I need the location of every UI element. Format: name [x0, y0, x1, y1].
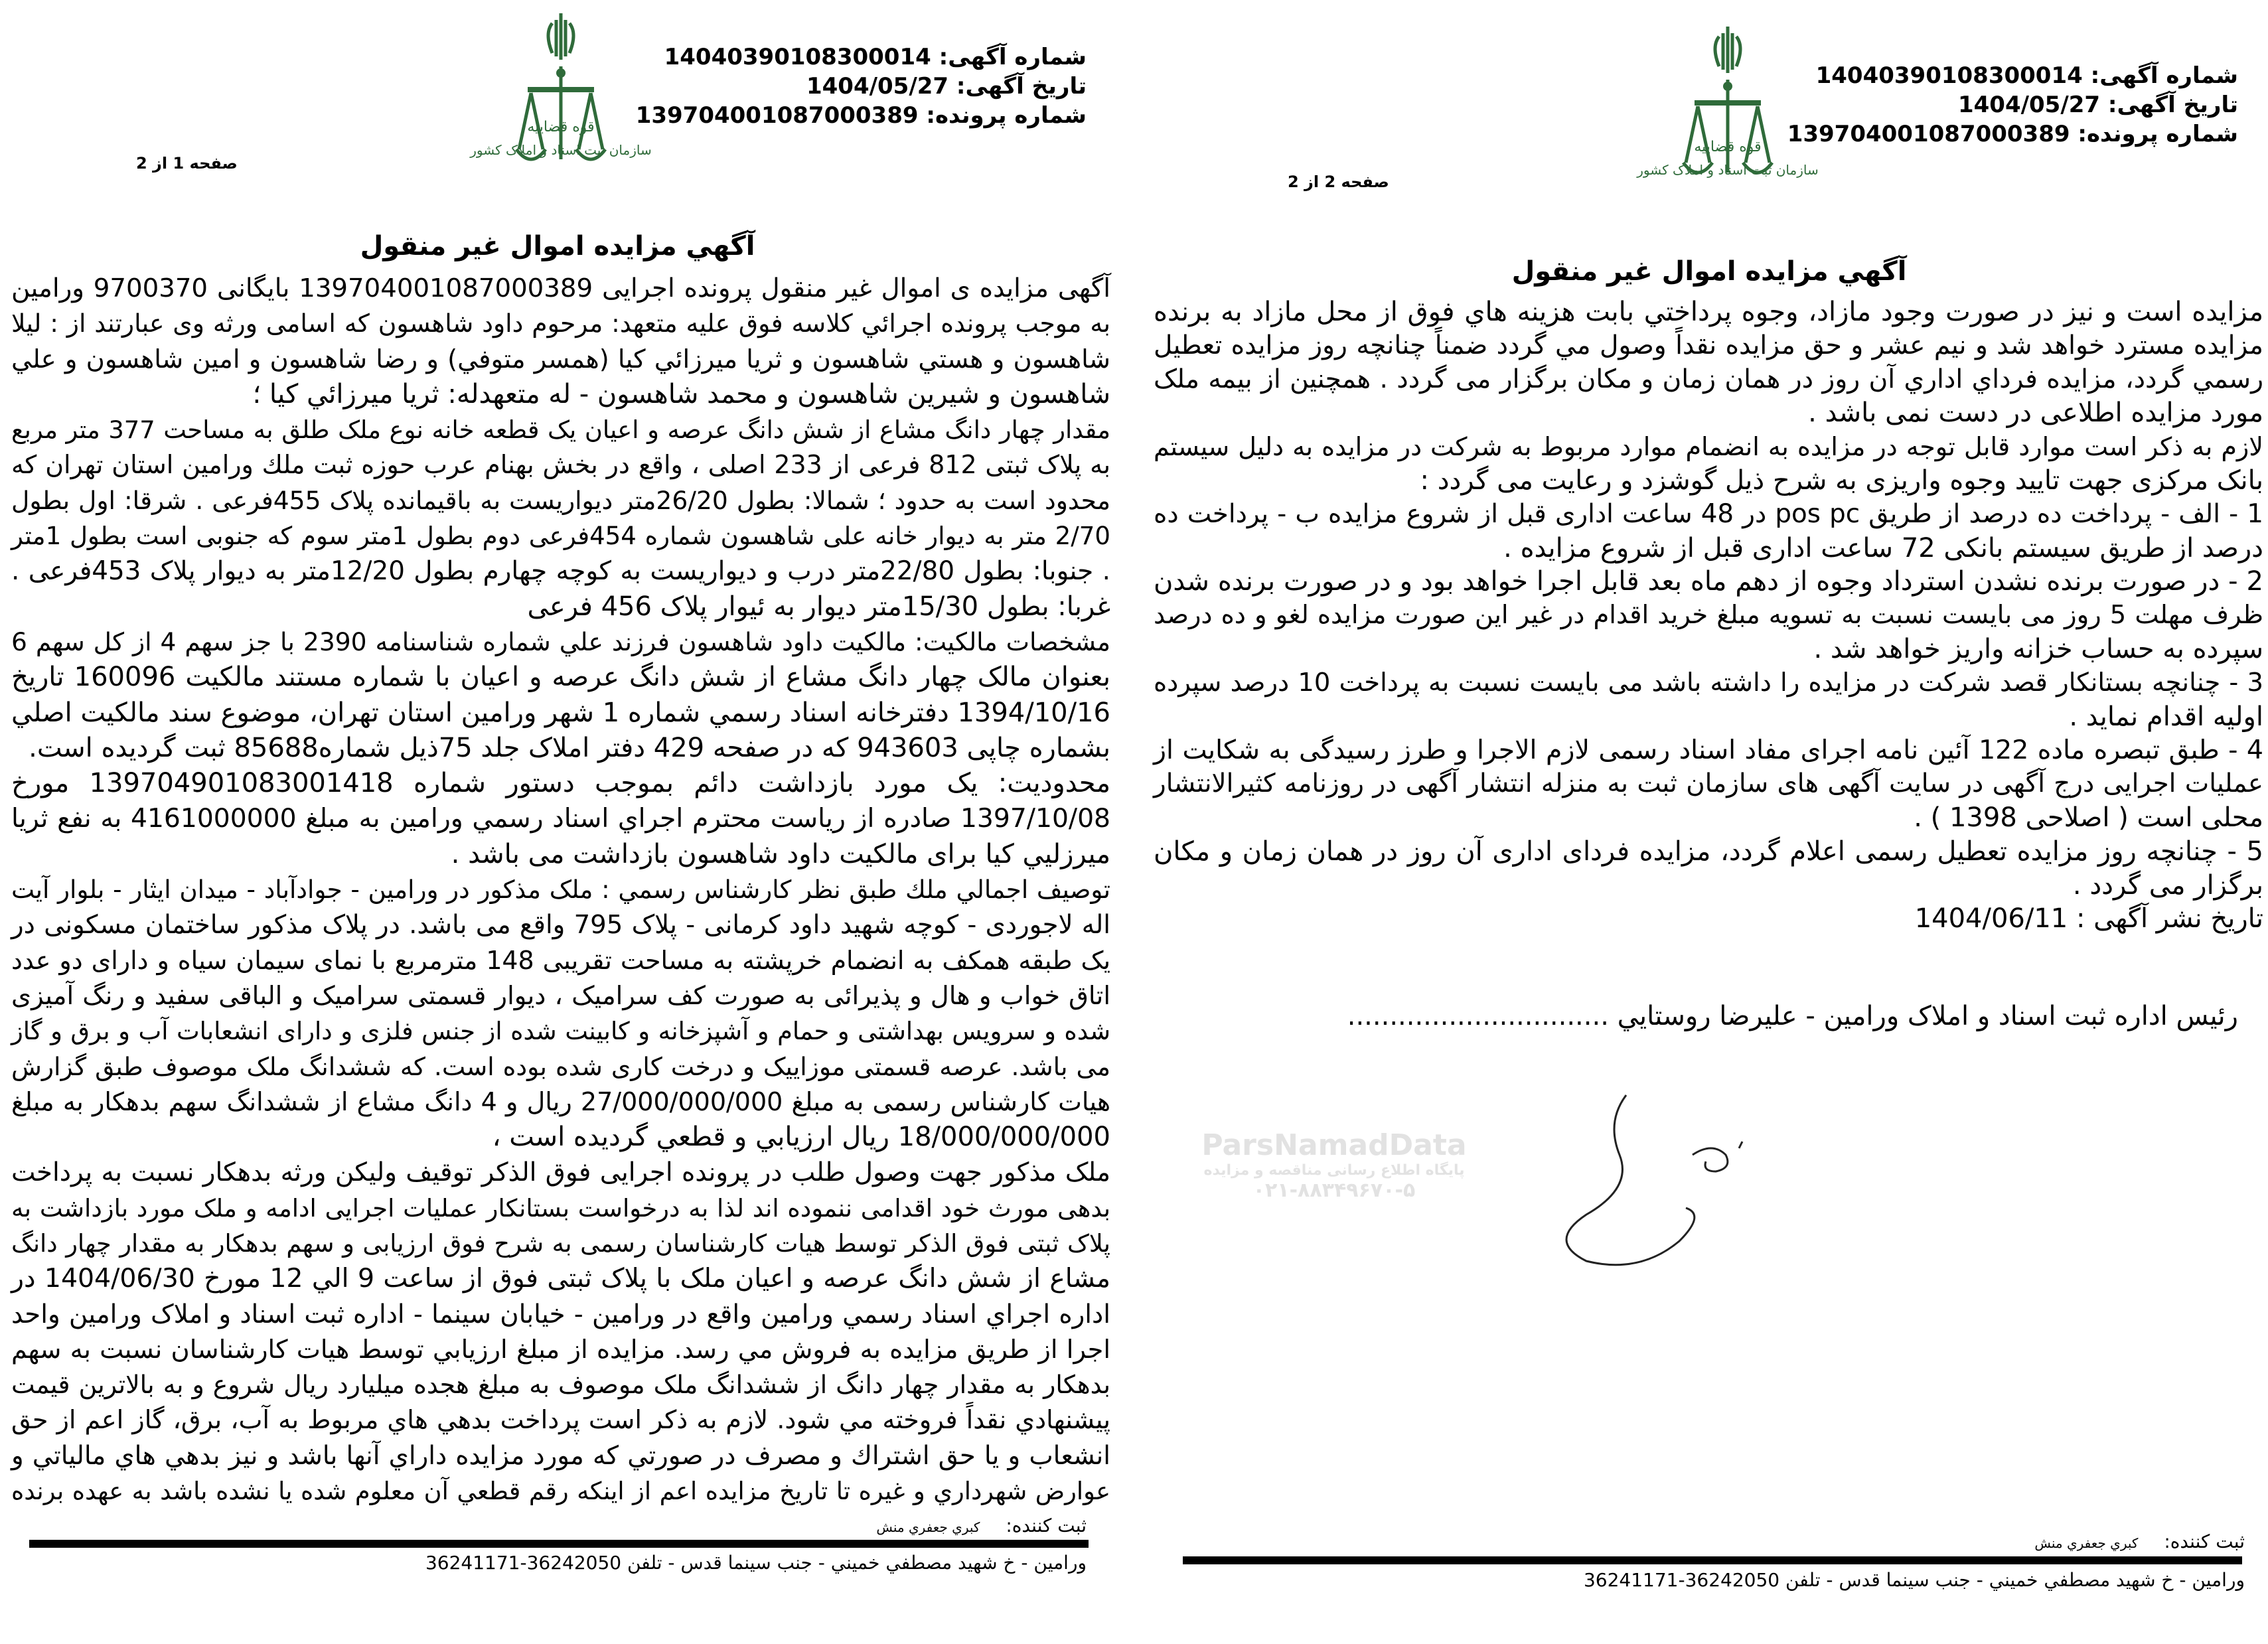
text-line: ميرزليي كيا براى مالكيت داود شاهسون بازداشت مى باشد . — [451, 838, 1110, 869]
text-line: آگهی مزایده ی اموال غیر منقول پرونده اجرایی 139704001087000389 بایگانی 9700370 ورامین — [11, 273, 1111, 303]
registrar-name: كبري جعفري منش — [876, 1519, 980, 1535]
text-line: پيشنهادي نقداً فروخته مي شود. لازم به ذكر است پرداخت بدهي هاي مربوط به آب، برق، گاز اعم از حق — [11, 1405, 1110, 1435]
ad-number: 14040390108300014 — [1815, 62, 2083, 89]
ad-date: 1404/05/27 — [806, 73, 949, 100]
watermark — [1195, 1128, 1474, 1202]
text-line: محدود است به حدود ؛ شمالا: بطول 26/20متر دیواریست به باقیمانده پلاک 455فرعی . شرقا: اول بطول — [11, 485, 1110, 515]
logo-line1: قوه قضاییه — [527, 119, 595, 135]
page2-footer-divider — [1183, 1556, 2242, 1564]
text-line: به موجب پرونده اجرائي كلاسه فوق علیه متعهد: مرحوم داود شاهسون که اسامی ورثه وی عبارتند از : لیلا — [11, 309, 1110, 338]
page1-registrar — [876, 1515, 1087, 1536]
case-number-label: شماره پرونده: — [2078, 121, 2238, 147]
judiciary-logo — [1645, 20, 1811, 212]
text-line: سپرده به حساب خزانه واریز خواهد شد . — [1813, 633, 2263, 664]
text-line: شده و سرویس بهداشتی و حمام و آشپزخانه و کابینت شده از جنس فلزی و دارای انشعابات آب و برق و گاز — [11, 1017, 1110, 1046]
page1-title: آگهي مزايده اموال غير منقول — [360, 231, 755, 262]
ad-number-label: شماره آگهی: — [939, 44, 1087, 70]
logo-line2: سازمان ثبت اسناد و املاک کشور — [1637, 162, 1819, 178]
text-line: تاریخ نشر آگهی : 1404/06/11 — [1914, 903, 2263, 934]
text-line: اداره اجراي اسناد رسمي ورامين واقع در ورامين - خيابان سينما - اداره ثبت اسناد و املاک ورامين واحد — [11, 1299, 1110, 1329]
text-line: غربا: بطول 15/30متر دیوار به ئیوار پلاک 456 فرعی — [527, 591, 1110, 622]
text-line: 3 - چنانچه بستانکار قصد شرکت در مزایده را داشته باشد می بایست نسبت به پرداخت 10 درصد سپرده — [1154, 667, 2263, 698]
registrar-label: ثبت كننده: — [1006, 1515, 1087, 1536]
text-line: بدهی مورث خود اقدامی ننموده اند لذا به درخواست بستانکار عملیات اجرایی ادامه و ملک مورد بازداشت به — [11, 1193, 1110, 1223]
text-line: 5 - چنانچه روز مزایده تعطیل رسمی اعلام گردد، مزایده فردای اداری آن روز در همان زمان و مکان — [1154, 836, 2263, 867]
text-line: ملک مذکور جهت وصول طلب در پرونده اجرایی فوق الذکر توقیف ولیکن ورثه بدهکار نسبت به پرداخت — [11, 1158, 1110, 1188]
case-number-row — [1787, 119, 2238, 149]
text-line: بعنوان مالک چهار دانگ مشاع از شش دانگ عرصه و اعیان با شماره مستند مالكيت 160096 تاریخ — [11, 662, 1110, 693]
logo-line1: قوه قضاییه — [1694, 139, 1762, 155]
text-line: مشاع از شش دانگ عرصه و اعیان ملک با پلاک ثبتی فوق از ساعت 9 الي 12 مورخ 1404/06/30 در — [11, 1263, 1110, 1294]
text-line: انشعاب و يا حق اشتراك و مصرف در صورتي كه مورد مزايده داراي آنها باشد و نيز بدهي هاي مالياتي و — [11, 1440, 1110, 1471]
text-line: برگزار می گردد . — [2072, 869, 2263, 901]
text-line: 2 - در صورت برنده نشدن استرداد وجوه از دهم ماه بعد قابل اجرا خواهد بود و در صورت برنده شدن — [1154, 566, 2263, 597]
logo-line2: سازمان ثبت اسناد و املاک کشور — [470, 142, 652, 158]
text-line: عوارض شهرداري و غيره تا تاريخ مزايده اعم از اينكه رقم قطعي آن معلوم شده يا نشده باشد به عهده برنده — [11, 1477, 1110, 1506]
text-line: مزایده است و نیز در صورت وجود مازاد، وجوه پرداختي بابت هزينه هاي فوق از محل مازاد به برنده — [1154, 297, 2263, 327]
text-line: لازم به ذکر است موارد قابل توجه در مزایده به انضمام موارد مربوط به شرکت در مزایده به دلیل سیستم — [1154, 432, 2263, 462]
text-line: مورد مزایده اطلاعی در دست نمی باشد . — [1808, 398, 2263, 429]
page1-page-number: صفحه 1 از 2 — [136, 154, 238, 173]
signatory-line: رئيس اداره ثبت اسناد و املاک ورامين - عليرضا روستايي ............................... — [1347, 1001, 2238, 1031]
page2-registrar — [2034, 1531, 2245, 1552]
ad-date-label: تاریخ آگهی: — [956, 73, 1087, 100]
text-line: مزايده مسترد خواهد شد و نيم عشر و حق مزايده نقداً وصول مي گردد ضمناً چنانچه روز مزايده تعطيل — [1154, 330, 2263, 360]
text-line: 2/70 متر به دیوار خانه علی شاهسون شماره 454فرعی دوم بطول 1متر سوم که جنوبی است بطول 1متر — [11, 522, 1110, 551]
text-line: اتاق خواب و هال و پذیرائی به صورت کف سرامیک ، دیوار قسمتی سرامیک و الباقی سفید و رنگ آمیزی — [11, 980, 1110, 1011]
text-line: می باشد. عرصه قسمتی موزاییک و درخت کاری شده بوده است. که ششدانگ ملک موصوف طبق گزارش — [11, 1051, 1110, 1081]
registrar-name: كبري جعفري منش — [2034, 1535, 2139, 1551]
ad-number: 14040390108300014 — [664, 44, 931, 70]
ad-date-label: تاریخ آگهی: — [2107, 92, 2238, 118]
page2-header-info — [1787, 61, 2238, 149]
registrar-label: ثبت كننده: — [2164, 1531, 2245, 1552]
text-line: پلاک ثبتی فوق الذکر توسط هیات کارشناسان رسمی به شرح فوق ارزیابی و سهم بدهکار به مقدار چهار دانگ — [11, 1229, 1110, 1258]
page2-address: ورامين - خ شهيد مصطفي خميني - جنب سينما قدس - تلفن 36242050-36241171 — [1583, 1569, 2245, 1591]
text-line: محدودیت: یک مورد بازداشت دائم بموجب دستور شماره 139704901083001418 مورخ — [11, 768, 1110, 799]
page1-header-info — [636, 42, 1087, 130]
page1-body — [11, 271, 1110, 1509]
text-line: 1 - الف - پرداخت ده درصد از طریق pos pc در 48 ساعت اداری قبل از شروع مزایده ب - پرداخت ده — [1154, 498, 2263, 529]
text-line: یک طبقه همکف به انضمام خرپشته به مساحت تقریبی 148 مترمربع با نمای سیمان سیاه و دارای دو عدد — [11, 945, 1110, 975]
text-line: اجرا از طريق مزايده به فروش مي رسد. مزايده از مبلغ ارزيابي توسط هيات كارشناسان نسبت به سهم — [11, 1334, 1110, 1365]
text-line: 4 - طبق تبصره ماده 122 آئين نامه اجرای مفاد اسناد رسمی لازم الاجرا و طرز رسیدگی به شکایت از — [1154, 735, 2263, 766]
text-line: به پلاک ثبتی 812 فرعی از 233 اصلی ، واقع در بخش بهنام عرب حوزه ثبت ملك ورامين استان تهران که — [11, 450, 1110, 480]
scales-of-justice-icon — [478, 7, 644, 199]
text-line: هیات کارشناس رسمی به مبلغ 27/000/000/000 ریال و 4 دانگ مشاع از ششدانگ سهم بدهکار به مبلغ — [11, 1086, 1110, 1116]
logo-caption — [1631, 136, 1824, 181]
page1-footer-divider — [29, 1540, 1089, 1548]
text-line: توصيف اجمالي ملك طبق نظر كارشناس رسمي : ملک مذکور در ورامین - جوادآباد - میدان ایثار - بلوار آیت — [11, 875, 1110, 905]
case-number-label: شماره پرونده: — [926, 102, 1087, 129]
text-line: بشماره چاپی 943603 که در صفحه 429 دفتر املاک جلد 75ذیل شماره85688 ثبت گردیده است. — [29, 732, 1110, 763]
page2-title: آگهي مزايده اموال غير منقول — [1511, 256, 1907, 287]
ad-date-row — [636, 72, 1087, 101]
page2-body — [1154, 295, 2263, 936]
text-line: عملیات اجرایی درج آگهی در سایت آگهی های سازمان ثبت به منزله انتشار آگهی در روزنامه کثیرالانتشار — [1154, 769, 2263, 799]
handwritten-signature-icon — [1547, 1082, 1759, 1281]
text-line: . جنوبا: بطول 22/80متر درب و دیواریست به کوچه چهارم بطول 12/20متر به دیوار پلاک 453فرعی . — [11, 556, 1111, 587]
text-line: شاهسون و هستي شاهسون و ثريا ميرزائي كيا (همسر متوفي) و رضا شاهسون و امين شاهسون و علي — [11, 344, 1110, 374]
text-line: بانک مرکزی جهت تایید وجوه واریزی به شرح ذیل گوشزد و رعایت می گردد : — [1420, 465, 2263, 496]
page1-address: ورامين - خ شهيد مصطفي خميني - جنب سينما قدس - تلفن 36242050-36241171 — [425, 1552, 1087, 1574]
text-line: 1394/10/16 دفترخانه اسناد رسمي شماره 1 شهر ورامين استان تهران، موضوع سند مالكيت اصلي — [11, 697, 1110, 728]
ad-date-row — [1787, 90, 2238, 119]
case-number: 139704001087000389 — [1787, 121, 2070, 147]
ad-number-row — [636, 42, 1087, 72]
scales-of-justice-icon — [1645, 20, 1811, 212]
ad-date: 1404/05/27 — [1957, 92, 2101, 118]
text-line: رسمي گردد، مزايده فرداي اداري آن روز در همان زمان و مکان برگزار می گردد . همچنین از بیمه ملک — [1154, 364, 2263, 394]
signature — [1547, 1082, 1759, 1281]
text-line: مقدار چهار دانگ مشاع از شش دانگ عرصه و اعیان یک قطعه خانه نوع ملک طلق به مساحت 377 متر مربع — [11, 415, 1110, 445]
text-line: مشخصات مالكيت: مالكيت داود شاهسون فرزند علي شماره شناسنامه 2390 با جز سهم 4 از کل سهم 6 — [11, 627, 1110, 656]
watermark-subtitle: پایگاه اطلاع رسانی مناقصه و مزایده — [1203, 1162, 1465, 1179]
case-number: 139704001087000389 — [635, 102, 919, 129]
watermark-brand: ParsNamadData — [1201, 1128, 1467, 1162]
watermark-phone: ۰۲۱-۸۸۳۴۹۶۷۰-۵ — [1252, 1179, 1416, 1202]
text-line: شاهسون و شيرين شاهسون و محمد شاهسون - له متعهدله: ثريا ميرزائي كيا ؛ — [252, 378, 1110, 410]
ad-number-label: شماره آگهی: — [2090, 62, 2238, 89]
page2-page-number: صفحه 2 از 2 — [1288, 173, 1389, 191]
text-line: اولیه اقدام نماید . — [2069, 701, 2263, 732]
text-line: درصد از طریق سیستم بانکی 72 ساعت اداری قبل از شروع مزایده . — [1503, 532, 2263, 563]
judiciary-logo — [478, 7, 644, 199]
text-line: محلی است ( اصلاحی 1398 ) . — [1914, 802, 2263, 833]
text-line: 18/000/000/000 ریال ارزيابي و قطعي گرديده است ، — [492, 1122, 1110, 1153]
case-number-row — [636, 101, 1087, 130]
text-line: ظرف مهلت 5 روز می بایست نسبت به تسویه مبلغ خرید اقدام در غیر این صورت مزایده لغو و ده درصد — [1154, 600, 2263, 631]
text-line: بدهكار به مقدار چهار دانگ از ششدانگ ملک موصوف به مبلغ هجده میلیارد ریال شروع و به بالاترين قيمت — [11, 1370, 1110, 1400]
ad-number-row — [1787, 61, 2238, 90]
logo-caption — [465, 116, 657, 161]
text-line: 1397/10/08 صادره از رياست محترم اجراي اسناد رسمي ورامين به مبلغ 4161000000 به نفع ثريا — [11, 804, 1111, 834]
text-line: اله لاجوردی - کوچه شهید داود کرمانی - پلاک 795 واقع می باشد. در پلاک مذکور ساختمان مسکونی در — [11, 910, 1110, 940]
